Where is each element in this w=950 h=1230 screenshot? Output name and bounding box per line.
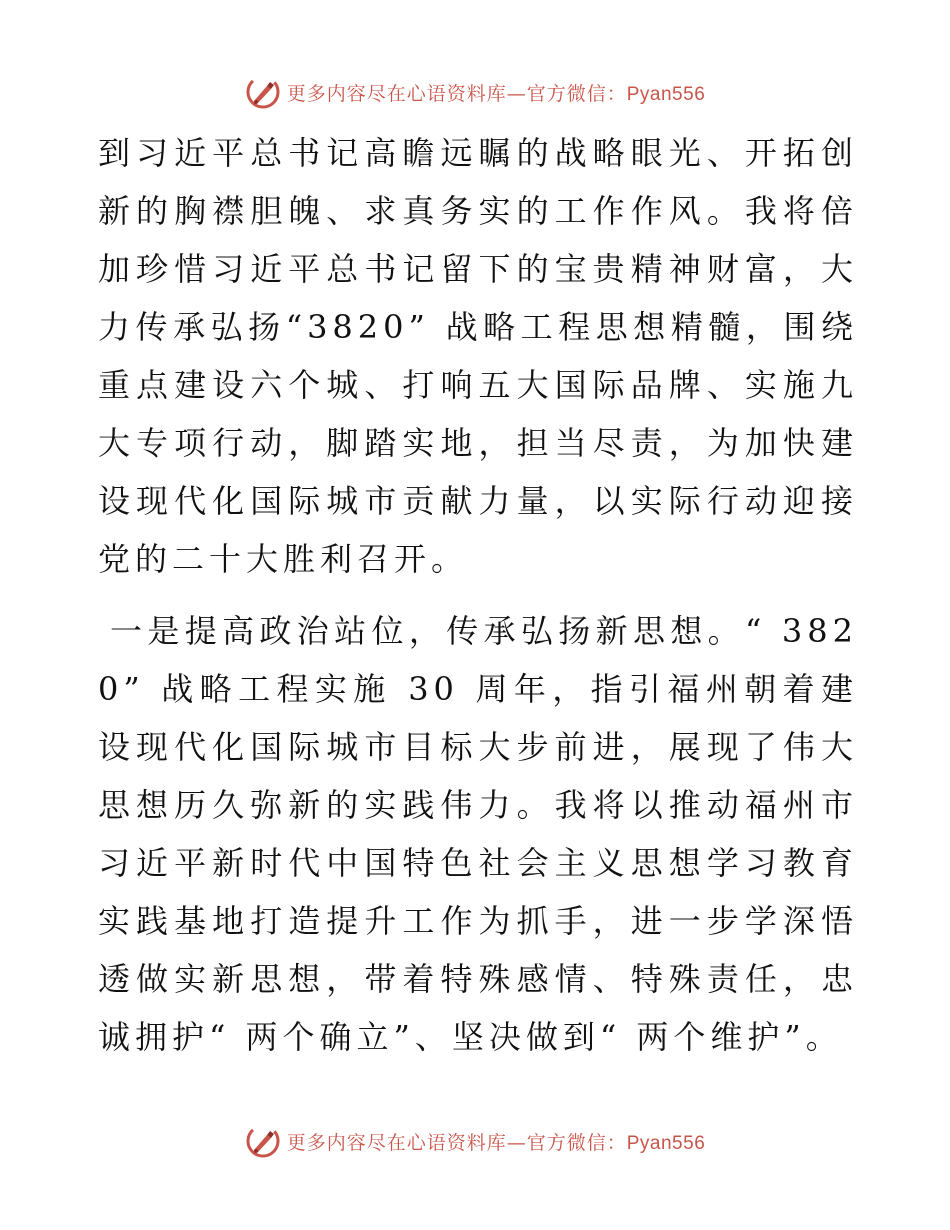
header-text-cn: 更多内容尽在心语资料库—官方微信： — [286, 82, 627, 105]
header-banner — [0, 72, 950, 112]
footer-text-en: Pyan556 — [626, 1132, 706, 1154]
footer-banner — [0, 1121, 950, 1161]
header-banner-text — [287, 79, 706, 106]
red-pen-circle-logo-icon — [245, 1123, 281, 1159]
footer-text-cn: 更多内容尽在心语资料库—官方微信： — [286, 1131, 627, 1154]
body-paragraph-1: 到习近平总书记高瞻远瞩的战略眼光、开拓创新的胸襟胆魄、求真务实的工作作风。我将倍加珍惜习近平总书记留下的宝贵精神财富，大力传承弘扬“3820” 战略工程思想精髓，围绕重点建设六个城、打响五大国际品牌、实施九大专项行动，脚踏实地，担当尽责，为加快建设现代化国际城市贡献力量，以实际行动迎接党的二十大胜利召开。 — [98, 134, 858, 578]
footer-banner-text — [287, 1128, 706, 1155]
document-body — [98, 124, 858, 1066]
body-paragraph-2: 一是提高政治站位，传承弘扬新思想。“ 3820” 战略工程实施 30 周年，指引福州朝着建设现代化国际城市目标大步前进，展现了伟大思想历久弥新的实践伟力。我将以推动福州市习近平新时代中国特色社会主义思想学习教育实践基地打造提升工作为抓手，进一步学深悟透做实新思想，带着特殊感情、特殊责任，忠诚拥护“ 两个确立”、坚决做到“ 两个维护”。 — [98, 612, 858, 1056]
red-pen-circle-logo-icon — [245, 74, 281, 110]
header-text-en: Pyan556 — [626, 83, 706, 105]
